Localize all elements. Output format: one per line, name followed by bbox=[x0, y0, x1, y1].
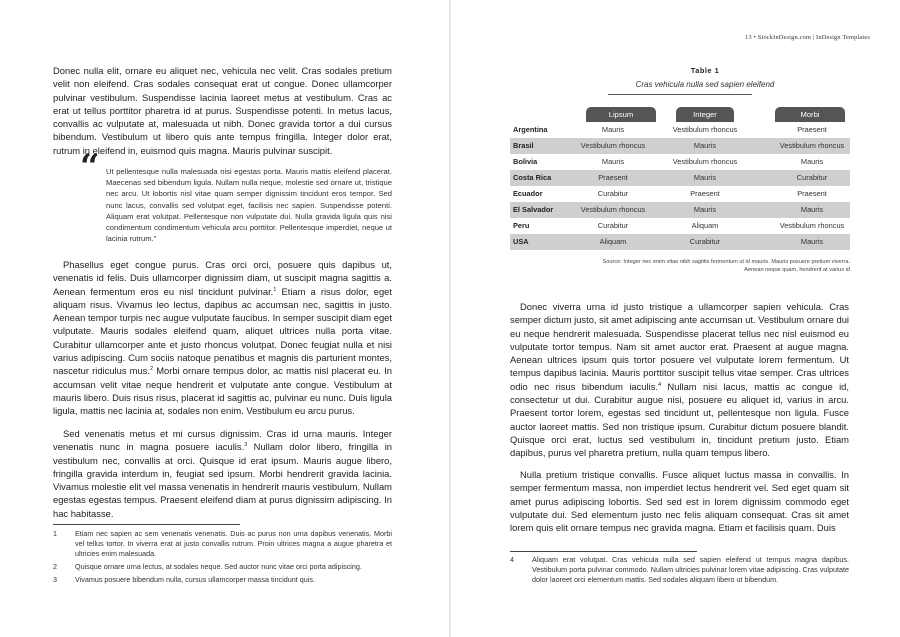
footnote-divider bbox=[510, 551, 697, 552]
table-cell: Vestibulum rhoncus bbox=[672, 157, 738, 166]
footnote: 4 Aliquam erat volutpat. Cras vehicula nulla sed sapien eleifend ut tempus magna dapibus. Vestibulum porta pulvinar commodo. Nullam ultricies pulvinar lorem vitae adipiscing. Cras vulputate dolor laoreet orci elementum mattis. Sed sodales aliquam libero ut bibendum. bbox=[510, 555, 849, 585]
column-header[interactable]: Lipsum bbox=[586, 107, 656, 122]
table-cell: Praesent bbox=[797, 125, 827, 134]
column-header[interactable]: Morbi bbox=[775, 107, 845, 122]
column-header[interactable]: Integer bbox=[676, 107, 734, 122]
table-subtitle: Cras vehicula nulla sed sapien eleifend bbox=[635, 80, 775, 89]
table-row bbox=[510, 202, 850, 218]
pull-quote: Ut pellentesque nulla malesuada nisi egestas porta. Mauris mattis eleifend placerat. Maecenas sed bibendum ligula. Nullam nulla neque, molestie sed ornare ut, tristique nec arcu. Ut lobortis nisl vitae quam semper dignissim tincidunt eros tempor. Sed nunc lacus, convallis sed volutpat eget, facilisis nec sapien. Suspendisse potenti. Aliquam erat volutpat. Pellentesque non vulputate dui. Nulla gravida ligula quis nisi condimentum condimentum vehicula arcu porttitor. Pellentesque imperdiet, neque ut lacinia rutrum.” bbox=[106, 167, 392, 244]
table-cell: Vestibulum rhoncus bbox=[580, 205, 646, 214]
footnote-divider bbox=[53, 524, 240, 525]
row-label: USA bbox=[513, 237, 529, 246]
table-row bbox=[510, 138, 850, 154]
table-title-rule bbox=[608, 94, 752, 95]
table-cell: Curabitur bbox=[689, 237, 721, 246]
footnote: 3 Vivamus posuere bibendum nulla, cursus ullamcorper massa tincidunt quis. bbox=[53, 575, 315, 584]
table-source-note: Source: Integer nec enim vitae nibh sagittis fermentum ut id mauris. Mauris posuere pretium viverra. Aenean neque quam, hendrerit at varius id bbox=[602, 259, 850, 274]
table-cell: Mauris bbox=[800, 205, 824, 214]
row-label: Bolivia bbox=[513, 157, 538, 166]
footnote-ref[interactable]: 3 bbox=[244, 442, 248, 449]
body-paragraph: Nulla pretium tristique convallis. Fusce aliquet luctus massa in convallis. In semper fermentum massa, non imperdiet lectus hendrerit vel. Sed eget quam sit amet purus adipiscing lobortis. Sed sed est in lorem dignissim commodo eget vulputate dui. Sed elementum justo nec felis aliquam consequat. Cras sit amet lorem quis elit ornare tempus nec gravida magna. Etiam et facilisis quam. Duis bbox=[510, 469, 849, 534]
row-label: El Salvador bbox=[513, 205, 554, 214]
table-cell: Mauris bbox=[601, 157, 625, 166]
row-label: Costa Rica bbox=[513, 173, 552, 182]
running-header: 13 • StockInDesign.com | InDesign Templates bbox=[745, 34, 870, 41]
table-row bbox=[510, 154, 850, 170]
row-label: Brasil bbox=[513, 141, 534, 150]
table-cell: Curabitur bbox=[796, 173, 828, 182]
table-cell: Vestibulum rhoncus bbox=[779, 221, 845, 230]
table-row bbox=[510, 186, 850, 202]
table-cell: Aliquam bbox=[691, 221, 719, 230]
table-row bbox=[510, 234, 850, 250]
table-cell: Mauris bbox=[693, 141, 717, 150]
quote-mark-icon: “ bbox=[80, 147, 100, 187]
table-cell: Mauris bbox=[800, 237, 824, 246]
row-label: Argentina bbox=[513, 125, 548, 134]
body-paragraph: Donec nulla elit, ornare eu aliquet nec, vehicula nec velit. Cras sodales pretium velit non eleifend. Cras sodales consequat erat ut congue. Donec ullamcorper pulvinar vestibulum. Suspendisse lacinia laoreet metus at vestibulum. Cras ac erat ut tellus porttitor pharetra id at purus. Suspendisse potenti. In metus lacus, convallis ac vulputate at, malesuada ut nibh. Donec gravida tortor a dui cursus bibendum. Vestibulum ut libero quis ante tempus fringilla. Integer dolor erat, rutrum in eleifend in, euismod quis magna. Mauris pulvinar suscipit. bbox=[53, 65, 392, 156]
footnote-ref[interactable]: 2 bbox=[149, 366, 154, 373]
table-cell: Praesent bbox=[690, 189, 720, 198]
left-page bbox=[0, 0, 449, 637]
table-cell: Curabitur bbox=[597, 221, 629, 230]
table-title: Table 1 bbox=[690, 66, 720, 75]
footnote-ref[interactable]: 4 bbox=[657, 381, 662, 388]
body-paragraph: Sed venenatis metus et mi cursus dignissim. Cras id urna mauris. Integer venenatis nunc in magna posuere iaculis.$^3$ Nullam dolor libero, fringilla in vestibulum nec, convallis at orci. Quisque id erat ipsum. Mauris augue libero, fringilla gravida interdum in, feugiat sed ipsum. Morbi hendrerit gravida lacinia. Vivamus molestie elit vel massa venenatis in hendrerit mauris vestibulum. Nullam egestas egestas tempus. Praesent eleifend diam at purus dignissim adipiscing. In hac habitasse. bbox=[53, 428, 392, 519]
table-cell: Mauris bbox=[601, 125, 625, 134]
table-cell: Praesent bbox=[797, 189, 827, 198]
body-paragraph: Donec viverra urna id justo tristique a ullamcorper sapien vehicula. Cras semper dictum justo, sit amet adipiscing ante accumsan ut. Vestibulum ornare dui eu neque hendrerit malesuada. Suspendisse placerat tellus nec nisl euismod eu vulputate tortor tempus. Nam sit amet auctor erat. Praesent at augue magna. Aenean ultrices ipsum quis tortor posuere vel vulputate lorem fermentum. Ut tempus dapibus lacinia. Mauris porttitor suscipit tellus vitae semper. Cras ultrices odio nec risus bibendum iaculis.$^4$ Nullam nisi lacus, mattis ac congue id, consectetur ut dui. Curabitur augue nisi, posuere eu aliquet id, varius in arcu. Praesent tortor lorem, egestas sed tincidunt ut, pellentesque non ligula. Fusce auctor laoreet mattis. Sed non tristique ipsum. Curabitur dictum posuere blandit. Quisque orci erat, luctus sed vestibulum in, tincidunt pretium justo. Etiam dapibus, purus vel pharetra pretium, nulla quam tempus libero. bbox=[510, 301, 849, 459]
footnote: 2 Quisque ornare urna lectus, at sodales neque. Sed auctor nunc vitae orci porta adipiscing. bbox=[53, 562, 362, 571]
table-row bbox=[510, 170, 850, 186]
table-cell: Aliquam bbox=[599, 237, 627, 246]
table-cell: Vestibulum rhoncus bbox=[580, 141, 646, 150]
table-row bbox=[510, 218, 850, 234]
table-cell: Vestibulum rhoncus bbox=[672, 125, 738, 134]
table-cell: Mauris bbox=[693, 205, 717, 214]
right-page bbox=[451, 0, 900, 637]
table-cell: Curabitur bbox=[597, 189, 629, 198]
table-cell: Mauris bbox=[800, 157, 824, 166]
row-label: Peru bbox=[513, 221, 530, 230]
footnote-ref[interactable]: 1 bbox=[273, 286, 277, 293]
table-cell: Mauris bbox=[693, 173, 717, 182]
row-label: Ecuador bbox=[513, 189, 543, 198]
table-cell: Vestibulum rhoncus bbox=[779, 141, 845, 150]
table-row bbox=[510, 122, 850, 138]
table-cell: Praesent bbox=[598, 173, 628, 182]
footnote: 1 Etiam nec sapien ac sem venenatis venenatis. Duis ac purus non urna dapibus venenatis. Morbi vel tellus tortor. In viverra erat at justo convallis rutrum. Proin ultrices magna a augue pharetra et ultricies enim malesuada. bbox=[53, 529, 392, 559]
body-paragraph: Phasellus eget congue purus. Cras orci orci, posuere quis dapibus ut, venenatis id felis. Duis ullamcorper dignissim diam, ut suscipit magna sagittis a. Aenean fermentum eros eu nisl tincidunt pulvinar.$^1$ Etiam a risus dolor, eget aliquam risus. Vivamus leo lectus, dapibus ac accumsan nec, sagittis in justo. Aenean tempor turpis nec augue vulputate faucibus. In semper suscipit diam eget vulputate. Mauris sodales eleifend quam, aliquet ultrices nulla porta vitae. Curabitur ullamcorper ante et justo rhoncus volutpat. Donec feugiat nulla et nisi varius adipiscing. Cum sociis natoque penatibus et magnis dis parturient montes, nascetur ridiculus mus.$^2$ Morbi ornare tempus dolor, ac mattis nisl placerat eu. In accumsan velit vitae neque hendrerit et vulputate ante congue. Vestibulum at mauris libero. Duis risus risus, placerat id sagittis ac, pulvinar eu nunc. Duis ligula ligula, mattis nec lacinia at, sodales non enim. Vestibulum eu arcu purus. bbox=[53, 259, 392, 417]
